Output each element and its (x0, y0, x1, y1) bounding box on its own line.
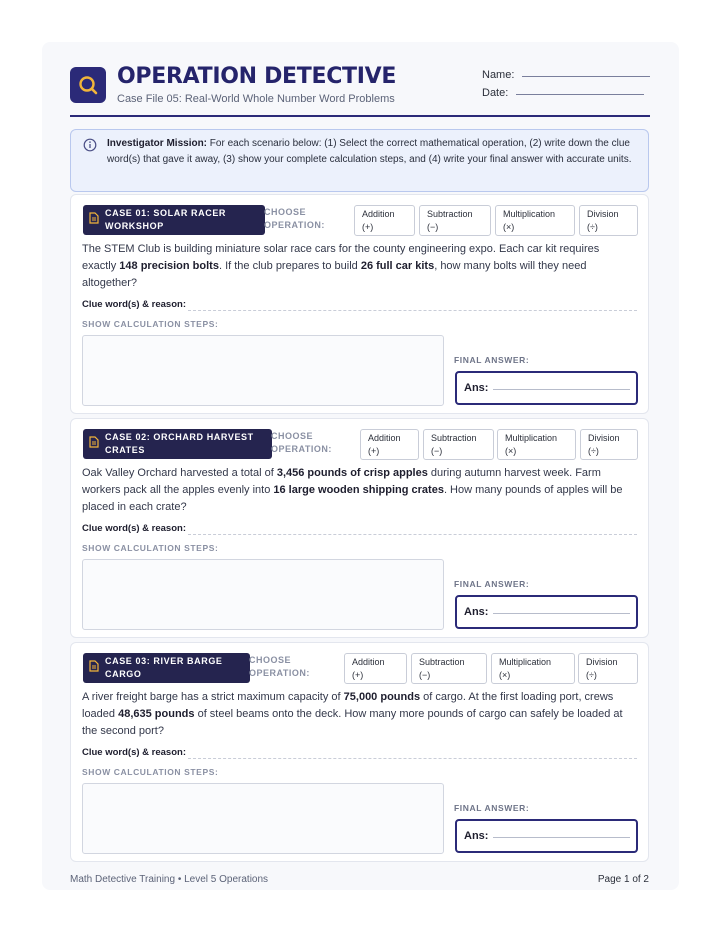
case-badge (83, 653, 250, 683)
info-icon (83, 138, 97, 157)
choose-operation-label: CHOOSE OPERATION: (249, 655, 310, 678)
story-text: of steel beams onto the deck. How many more pounds of cargo can safely be loaded at the second port? (82, 708, 623, 737)
case-card (70, 418, 649, 638)
story-text: Oak Valley Orchard harvested a total of (82, 467, 277, 479)
operation-option-addition[interactable]: Addition (+) (344, 653, 407, 684)
case-badge (83, 429, 272, 459)
operation-option-division[interactable]: Division (÷) (580, 429, 638, 460)
story-key-value: 26 full car kits (360, 260, 435, 272)
case-title: CASE 02: ORCHARD HARVEST CRATES (105, 432, 254, 455)
story-text: A river freight barge has a strict maximum capacity of (82, 691, 344, 703)
final-answer-box[interactable] (455, 819, 638, 853)
steps-label: SHOW CALCULATION STEPS: (82, 319, 219, 329)
story-text: during autumn harvest week. Farm workers pack all the apples evenly into (82, 467, 601, 496)
answer-field[interactable] (493, 613, 630, 614)
page-title: OPERATION DETECTIVE (117, 64, 397, 89)
mission-body: For each scenario below: (1) Select the correct mathematical operation, (2) write down the clue word(s) that gave it away, (3) show your complete calculation steps, and (4) write your final answer with accurate units. (107, 138, 632, 165)
answer-field[interactable] (493, 389, 630, 390)
story-key-value: 75,000 pounds (343, 691, 421, 703)
name-field[interactable] (522, 76, 650, 77)
case-card (70, 642, 649, 862)
footer-course: Math Detective Training • Level 5 Operations (70, 874, 269, 885)
story-text: The STEM Club is building miniature solar race cars for the county engineering expo. Each car kit requires exactly (82, 243, 600, 272)
story-key-value: 48,635 pounds (118, 708, 195, 720)
name-label: Name: (482, 69, 515, 81)
operation-option-multiplication[interactable]: Multiplication (×) (497, 429, 576, 460)
clue-label: Clue word(s) & reason: (82, 299, 186, 310)
operation-option-subtraction[interactable]: Subtraction (−) (423, 429, 494, 460)
story-text: of cargo. At the first loading port, crews loaded (82, 691, 614, 720)
case-file-icon (89, 435, 99, 453)
clue-label: Clue word(s) & reason: (82, 747, 186, 758)
operation-option-addition[interactable]: Addition (+) (354, 205, 415, 236)
steps-label: SHOW CALCULATION STEPS: (82, 543, 219, 553)
case-file-icon (89, 211, 99, 229)
case-story (82, 689, 630, 740)
story-text: . How many pounds of apples will be placed in each crate? (82, 484, 623, 513)
mission-lead: Investigator Mission: (107, 138, 208, 149)
operation-option-subtraction[interactable]: Subtraction (−) (419, 205, 491, 236)
case-title: CASE 03: RIVER BARGE CARGO (105, 656, 223, 679)
story-text: . If the club prepares to build (218, 260, 361, 272)
page-number: Page 1 of 2 (597, 874, 649, 885)
worksheet-page (42, 42, 679, 890)
final-answer-label: FINAL ANSWER: (454, 803, 530, 813)
ans-label: Ans: (464, 382, 489, 394)
choose-operation-label: CHOOSE OPERATION: (264, 207, 325, 230)
story-key-value: 16 large wooden shipping crates (273, 484, 444, 496)
clue-field[interactable] (188, 534, 637, 535)
case-story (82, 465, 630, 516)
mission-text (107, 136, 637, 168)
clue-field[interactable] (188, 310, 637, 311)
date-field[interactable] (516, 94, 644, 95)
page-subtitle: Case File 05: Real-World Whole Number Word Problems (117, 93, 395, 105)
final-answer-label: FINAL ANSWER: (454, 579, 530, 589)
final-answer-box[interactable] (455, 371, 638, 405)
operation-option-division[interactable]: Division (÷) (578, 653, 638, 684)
magnifier-logo-icon (70, 67, 106, 103)
final-answer-label: FINAL ANSWER: (454, 355, 530, 365)
story-key-value: 3,456 pounds of crisp apples (276, 467, 428, 479)
case-badge (83, 205, 265, 235)
header-divider (70, 115, 650, 117)
steps-label: SHOW CALCULATION STEPS: (82, 767, 219, 777)
ans-label: Ans: (464, 606, 489, 618)
operation-option-addition[interactable]: Addition (+) (360, 429, 419, 460)
operation-option-division[interactable]: Division (÷) (579, 205, 638, 236)
calculation-steps-field[interactable] (82, 335, 444, 406)
clue-field[interactable] (188, 758, 637, 759)
operation-option-multiplication[interactable]: Multiplication (×) (491, 653, 575, 684)
case-card (70, 194, 649, 414)
date-label: Date: (482, 87, 509, 99)
story-text: , how many bolts will they need altogether? (82, 260, 587, 289)
operation-option-subtraction[interactable]: Subtraction (−) (411, 653, 487, 684)
ans-label: Ans: (464, 830, 489, 842)
operation-option-multiplication[interactable]: Multiplication (×) (495, 205, 575, 236)
case-file-icon (89, 659, 99, 677)
calculation-steps-field[interactable] (82, 783, 444, 854)
mission-box (70, 129, 649, 192)
case-title: CASE 01: SOLAR RACER WORKSHOP (105, 208, 227, 231)
answer-field[interactable] (493, 837, 630, 838)
clue-label: Clue word(s) & reason: (82, 523, 186, 534)
final-answer-box[interactable] (455, 595, 638, 629)
choose-operation-label: CHOOSE OPERATION: (271, 431, 332, 454)
story-key-value: 148 precision bolts (119, 260, 219, 272)
calculation-steps-field[interactable] (82, 559, 444, 630)
case-story (82, 241, 630, 292)
